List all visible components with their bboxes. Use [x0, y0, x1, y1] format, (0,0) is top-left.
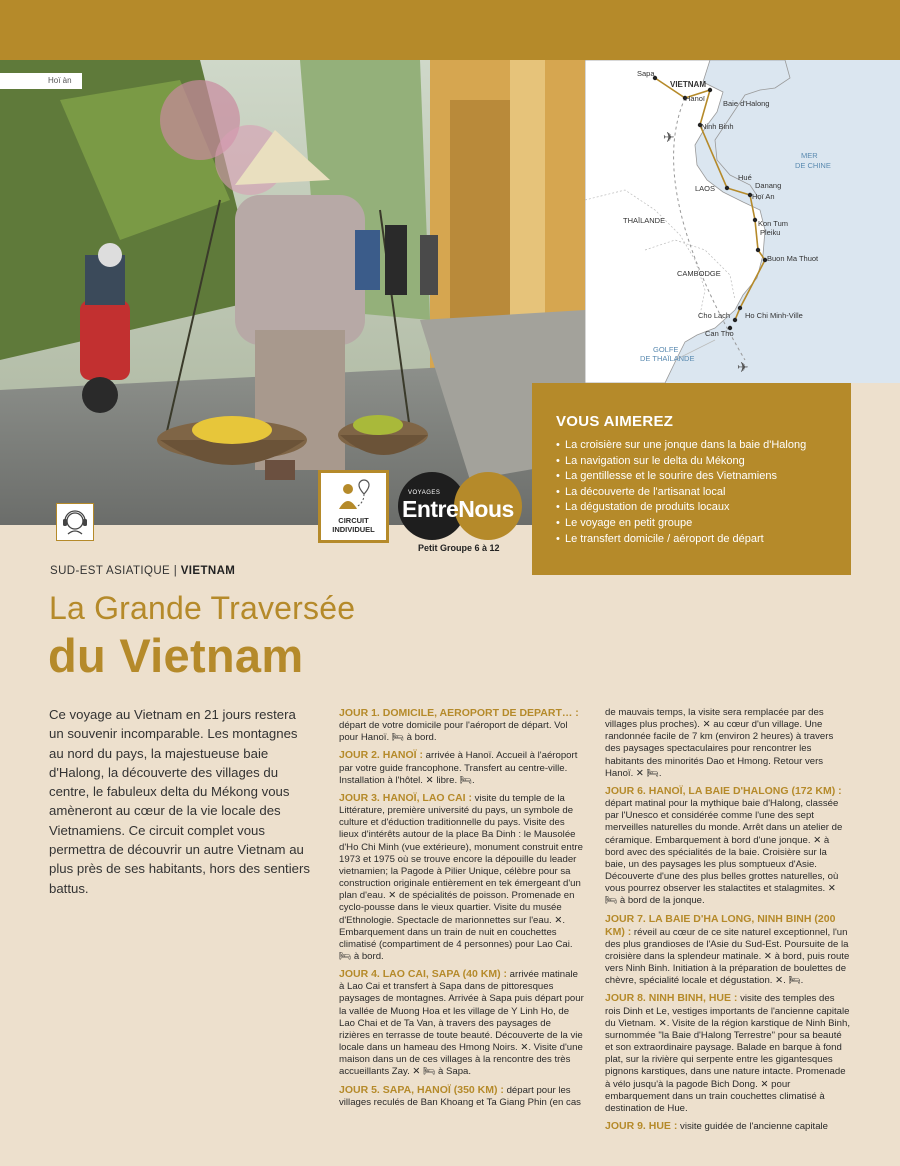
svg-text:CAMBODGE: CAMBODGE — [677, 269, 721, 278]
intro-paragraph: Ce voyage au Vietnam en 21 jours restera un souvenir incomparable. Les montagnes au nord du pays, la majestueuse baie d'Halong, la découverte des villages du centre, le fabuleux delta du Mékong vous amèneront au cœur de la vie locale des Vietnamiens. Ce circuit complet vous permettra de découvrir un autre Vietnam au plus près de ses habitants, hors des sentiers battus. — [49, 707, 310, 896]
list-item: • Le voyage en petit groupe — [556, 516, 827, 532]
route-map — [585, 60, 900, 383]
svg-text:Cho Lach: Cho Lach — [698, 311, 731, 320]
svg-text:Kon Tum: Kon Tum — [758, 219, 789, 228]
svg-text:Sapa: Sapa — [637, 69, 655, 78]
svg-text:Danang: Danang — [755, 181, 782, 190]
circuit-individuel-badge — [318, 470, 389, 543]
day-8: JOUR 8. NINH BINH, HUE : visite des temples des rois Dinh et Le, vestiges importants de l'ancienne capitale du Vietnam. ✕. Visite de la région karstique de Ninh Binh, surnommée "la Baie d'Halong Terrestre" pour sa beauté et son extraordinaire paysage. Balade en barque à fond plat, sur la rivière qui serpente entre les gigantesques pignons karstiques, dans une nature intacte. Promenade à vélo jusqu'à la pagode Bich Dong. ✕ pour embarquement dans un train couchettes climatisé à destination de Hue. — [605, 992, 851, 1114]
day-5: JOUR 5. SAPA, HANOÏ (350 KM) : départ pour les villages reculés de Ban Khoang et Ta Giang Phin (en cas — [339, 1083, 581, 1108]
itinerary-column-1 — [339, 707, 584, 1114]
circuit-line2: INDIVIDUEL — [332, 525, 375, 534]
day-6: JOUR 6. HANOÏ, LA BAIE D'HALONG (172 KM) : départ matinal pour la mythique baie d'Halong, classée par l'Unesco et considérée comme l'une des sept merveilles naturelles du monde. Arrêt dans un atelier de céramique. Embarquement à bord d'une jonque. ✕ à bord avec des spécialités de la baie. Croisière sur la baie, un des paysages les plus somptueux d'Asie. Découverte d'une des plus belles grottes naturelles, où vous pourrez observer les stalactites et stalagmites. ✕ 🛏 à bord de la jonque. — [605, 784, 843, 907]
svg-text:Pleiku: Pleiku — [760, 228, 781, 237]
list-item: • La navigation sur le delta du Mékong — [556, 454, 827, 470]
list-item: • La gentillesse et le sourire des Vietnamiens — [556, 469, 827, 485]
entrenous-brand: EntreNous — [402, 496, 514, 522]
list-item: • Le transfert domicile / aéroport de départ — [556, 532, 827, 548]
highlights-box — [532, 383, 851, 575]
list-item: • La croisière sur une jonque dans la baie d'Halong — [556, 438, 827, 454]
circuit-line1: CIRCUIT — [338, 516, 369, 525]
photo-caption: Hoï àn — [0, 73, 82, 89]
top-banner — [0, 0, 900, 60]
svg-text:Ho Chi Minh-Ville: Ho Chi Minh-Ville — [745, 311, 803, 320]
group-size: Petit Groupe 6 à 12 — [418, 543, 500, 553]
svg-text:GOLFE: GOLFE — [653, 345, 679, 354]
svg-text:Hoï An: Hoï An — [752, 192, 775, 201]
svg-text:Buon Ma Thuot: Buon Ma Thuot — [767, 254, 819, 263]
day-1: JOUR 1. DOMICILE, AEROPORT DE DEPART… : départ de votre domicile pour l'aéroport de départ. Vol pour Hanoï. 🛏 à bord. — [339, 707, 579, 744]
svg-text:Can Tho: Can Tho — [705, 329, 734, 338]
day-4: JOUR 4. LAO CAI, SAPA (40 KM) : arrivée matinale à Lao Cai et transfert à Sapa dans de pittoresques paysages de montagnes. Arrivée à Sapa puis départ pour la vallée de Muong Hoa et les village de Y Linh Ho, de Lao Chai et de Ta Van, à travers des paysages de rizières en terrasse de toute beauté. Découverte de la vie locale dans un hameau des Hmong Noirs. ✕. Visite d'une maison dans un de ces villages à la rencontre des très accueillants Zay. ✕ 🛏 à Sapa. — [339, 968, 584, 1078]
traveler-icon — [334, 477, 374, 513]
day-3: JOUR 3. HANOÏ, LAO CAI : visite du temple de la Littérature, première université du pays, un symbole de culture et d'éduction traditionnelle du pays. Visite des lieux d'intérêts autour de la place Ba Dinh : le Mausolée d'Ho Chi Minh (vue extérieure), monument construit entre 1973 et 1975 où se trouve encore la dépouille du leader vietnamien; la Pagode à Pilier Unique, célèbre pour sa construction originale entièrement en tek émergeant d'un plan d'eau. ✕ de spécialités de poisson. Promenade en cyclo-pousse dans le vieux quartier. Visite du musée d'Ethnologie. Spectacle de marionnettes sur l'eau. ✕. Embarquement dans un train de nuit en couchettes climatisé (compartiment de 4 personnes) pour Lao Cai. 🛏 à bord. — [339, 791, 583, 962]
svg-text:DE THAÏLANDE: DE THAÏLANDE — [640, 354, 695, 363]
svg-text:Ninh Binh: Ninh Binh — [701, 122, 734, 131]
hero-photo — [0, 60, 585, 525]
entrenous-logo — [398, 472, 524, 540]
svg-text:DE CHINE: DE CHINE — [795, 161, 831, 170]
svg-text:VIETNAM: VIETNAM — [670, 80, 706, 89]
itinerary-column-2 — [605, 707, 850, 1138]
highlights-title: VOUS AIMEREZ — [556, 413, 674, 430]
page-title-line2: du Vietnam — [48, 629, 304, 682]
breadcrumb: SUD-EST ASIATIQUE | VIETNAM — [50, 565, 236, 577]
svg-text:Hué: Hué — [738, 173, 752, 182]
day-7: JOUR 7. LA BAIE D'HA LONG, NINH BINH (200 KM) : réveil au cœur de ce site naturel exceptionnel, l'un des plus grandioses de l'Asie du Sud-Est. Poursuite de la croisière dans la splendeur matinale. ✕ à bord, puis route vers Ninh Binh. Initiation à la préparation de boulettes de chèvre, spécialité locale et dégustation. ✕. 🛏. — [605, 912, 850, 987]
guide-icon — [56, 503, 94, 541]
pedestrians — [355, 225, 438, 295]
page-title-line1: La Grande Traversée — [49, 590, 356, 626]
svg-text:LAOS: LAOS — [695, 184, 716, 193]
plane-icon-1: ✈ — [663, 129, 675, 145]
entrenous-small: VOYAGES — [408, 490, 441, 496]
day-5-continued: de mauvais temps, la visite sera remplacée par des villages plus proches). ✕ au cœur d'un village. Une randonnée facile de 7 km (environ 2 heures) à travers des paysages spectaculaires pour rencontrer les habitants des minorités Dao et Hmong. Retour vers Hanoï. ✕ 🛏. — [605, 707, 834, 779]
highlights-list — [556, 438, 827, 547]
day-9: JOUR 9. HUE : visite guidée de l'ancienne capitale — [605, 1120, 828, 1132]
svg-text:THAÏLANDE: THAÏLANDE — [623, 216, 666, 225]
list-item: • La découverte de l'artisanat local — [556, 485, 827, 501]
svg-text:Hanoï: Hanoï — [685, 94, 706, 103]
svg-text:MER: MER — [801, 151, 818, 160]
plane-icon-2: ✈ — [737, 359, 749, 375]
svg-text:Baie d'Halong: Baie d'Halong — [723, 99, 770, 108]
day-2: JOUR 2. HANOÏ : arrivée à Hanoï. Accueil à l'aéroport par votre guide francophone. Transfert au centre-ville. Installation à l'hôtel. ✕ libre. 🛏. — [339, 749, 578, 786]
list-item: • La dégustation de produits locaux — [556, 500, 827, 516]
